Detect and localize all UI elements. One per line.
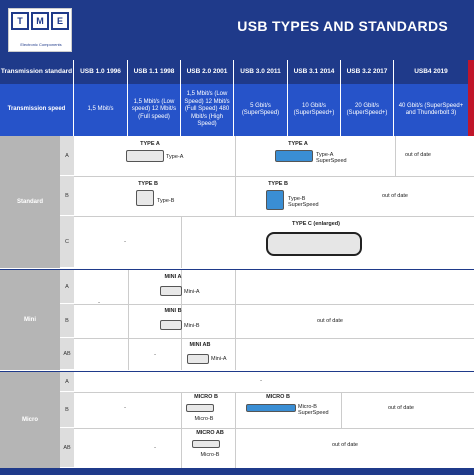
usb-b-connector xyxy=(136,190,154,206)
micro-ab-out-of-date: out of date xyxy=(332,442,358,448)
mini-a-connector xyxy=(160,286,182,296)
mini-ab-connector xyxy=(187,354,209,364)
speed-usb10: 1,5 Mbit/s xyxy=(74,84,128,136)
speed-usb11: 1,5 Mbit/s (Low speed) 12 Mbit/s (Full speed) xyxy=(128,84,181,136)
grid-line xyxy=(0,371,474,372)
usb-a-connector xyxy=(126,150,164,162)
label-type-c: TYPE C (enlarged) xyxy=(292,221,340,227)
label-type-b-ss: Type-B SuperSpeed xyxy=(288,196,319,208)
speed-usb4: 40 Gbit/s (SuperSpeed+ and Thunderbolt 3) xyxy=(398,102,464,116)
label-mini-a-small: Mini-A xyxy=(184,289,200,295)
row-micro-b: B xyxy=(60,392,74,428)
grid-line xyxy=(181,216,182,268)
micro-ab-connector xyxy=(192,440,220,448)
accent-bar-top xyxy=(468,60,474,136)
usb-a-ss-connector xyxy=(275,150,313,162)
grid-line xyxy=(74,216,474,217)
speed-usb30: 5 Gbit/s (SuperSpeed) xyxy=(234,84,288,136)
label-micro-b-ss-title: MICRO B xyxy=(266,394,290,400)
mini-b-connector xyxy=(160,320,182,330)
label-micro-b-ss: Micro-B SuperSpeed xyxy=(298,404,329,416)
column-header-row xyxy=(0,60,474,84)
group-micro: Micro xyxy=(0,372,60,468)
logo-letter-t: T xyxy=(11,12,29,30)
col-header-usb31: USB 3.1 2014 xyxy=(288,60,341,84)
row-mini-ab: AB xyxy=(60,338,74,370)
std-b-out-of-date: out of date xyxy=(382,193,408,199)
row-std-b: B xyxy=(60,176,74,216)
usb-b-ss-connector xyxy=(266,190,284,210)
mini-out-of-date: out of date xyxy=(317,318,343,324)
label-type-a: TYPE A xyxy=(140,141,160,147)
mini-a-dash: - xyxy=(98,300,100,306)
grid-line xyxy=(341,392,342,428)
label-micro-b-small: Micro-B xyxy=(194,416,214,422)
label-micro-ab-small: Micro-B xyxy=(200,452,220,458)
row-micro-a: A xyxy=(60,372,74,392)
col-header-usb20: USB 2.0 2001 xyxy=(181,60,234,84)
micro-ab-dash: - xyxy=(154,445,156,451)
grid-line xyxy=(181,392,182,468)
label-type-a-ss-title: TYPE A xyxy=(288,141,308,147)
row-std-c: C xyxy=(60,216,74,268)
page-title: USB TYPES AND STANDARDS xyxy=(237,18,448,34)
grid-line xyxy=(128,270,129,370)
grid-line xyxy=(235,392,236,468)
std-a-out-of-date: out of date xyxy=(405,152,431,158)
label-mini-b: MINI B xyxy=(164,308,182,314)
micro-a-dash: - xyxy=(260,378,262,384)
label-type-b-ss-title: TYPE B xyxy=(268,181,288,187)
micro-b-connector xyxy=(186,404,214,412)
grid-line xyxy=(74,392,474,393)
col-header-usb11: USB 1.1 1998 xyxy=(128,60,181,84)
col-header-standard: Transmission standard xyxy=(0,60,74,84)
label-mini-a: MINI A xyxy=(164,274,182,280)
label-mini-ab: MINI AB xyxy=(189,342,211,348)
col-header-usb4: USB4 2019 xyxy=(414,67,448,75)
label-micro-b: MICRO B xyxy=(194,394,218,400)
row-std-a: A xyxy=(60,136,74,176)
label-mini-ab-small: Mini-A xyxy=(211,356,227,362)
row-micro-ab: AB xyxy=(60,428,74,468)
footer-bar xyxy=(0,468,474,475)
header-bar xyxy=(0,0,474,60)
grid-line xyxy=(395,136,396,176)
mini-ab-dash: - xyxy=(154,352,156,358)
grid-line xyxy=(74,176,474,177)
label-type-a-small: Type-A xyxy=(166,154,184,160)
logo-letter-m: M xyxy=(31,12,49,30)
speed-usb31: 10 Gbit/s (SuperSpeed+) xyxy=(288,84,341,136)
std-c-dash: - xyxy=(124,239,126,245)
grid-line xyxy=(0,269,474,270)
col-header-usb10: USB 1.0 1996 xyxy=(74,60,128,84)
micro-b-ss-connector xyxy=(246,404,296,412)
group-mini: Mini xyxy=(0,270,60,370)
grid-line xyxy=(74,338,474,339)
tme-logo xyxy=(8,8,72,52)
micro-b-dash: - xyxy=(124,405,126,411)
group-standard: Standard xyxy=(0,136,60,268)
label-type-b: TYPE B xyxy=(138,181,158,187)
grid-line xyxy=(235,270,236,370)
speed-row-label: Transmission speed xyxy=(0,84,74,136)
usb-c-connector xyxy=(266,232,362,256)
logo-subtitle: Electronic Components xyxy=(20,42,62,47)
col-header-usb30: USB 3.0 2011 xyxy=(234,60,288,84)
speed-usb20: 1,5 Mbit/s (Low Speed) 12 Mbit/s (Full Speed) 480 Mbit/s (High Speed) xyxy=(181,84,234,136)
label-micro-ab: MICRO AB xyxy=(196,430,224,436)
grid-line xyxy=(235,136,236,216)
logo-letter-e: E xyxy=(51,12,69,30)
row-mini-a: A xyxy=(60,270,74,304)
label-type-b-small: Type-B xyxy=(157,198,175,204)
grid-line xyxy=(74,304,474,305)
speed-row xyxy=(0,84,474,136)
col-header-usb32: USB 3.2 2017 xyxy=(341,60,394,84)
row-mini-b: B xyxy=(60,304,74,338)
grid-line xyxy=(74,428,474,429)
speed-usb32: 20 Gbit/s (SuperSpeed+) xyxy=(341,84,394,136)
label-mini-b-small: Mini-B xyxy=(184,323,200,329)
micro-b-out-of-date: out of date xyxy=(388,405,414,411)
label-type-a-ss: Type-A SuperSpeed xyxy=(316,152,347,164)
